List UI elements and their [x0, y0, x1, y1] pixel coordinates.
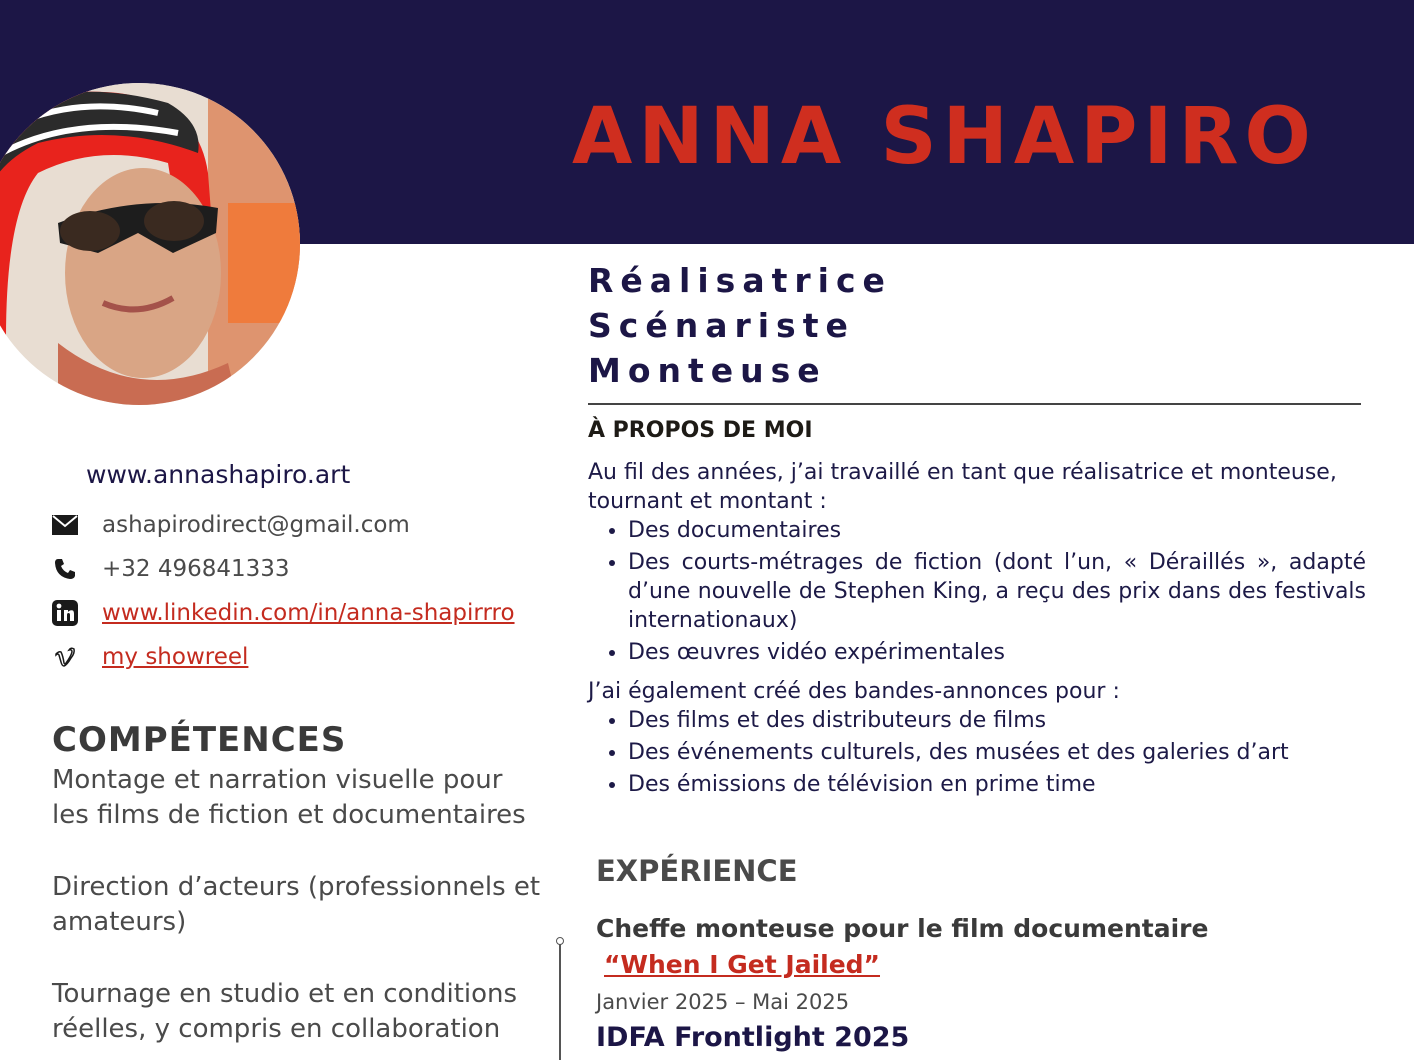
timeline-dot: [556, 937, 564, 945]
skill-item: Tournage en studio et en conditions réelles, y compris en collaboration: [52, 979, 518, 1044]
contact-showreel[interactable]: [52, 642, 248, 672]
experience-title: EXPÉRIENCE: [596, 854, 798, 888]
list-item: • Des événements culturels, des musées et des galeries d’art: [628, 738, 1366, 767]
phone-icon: [52, 556, 78, 582]
experience-role: Cheffe monteuse pour le film documentaire: [596, 914, 1209, 943]
role-screenwriter: Scénariste: [588, 306, 855, 345]
contact-linkedin[interactable]: [52, 598, 515, 628]
experience-film-link[interactable]: “When I Get Jailed”: [604, 950, 880, 979]
vimeo-icon: [52, 644, 78, 670]
role-editor: Monteuse: [588, 351, 827, 390]
about-title: À PROPOS DE MOI: [588, 418, 813, 443]
skill-item: Direction d’acteurs (professionnels et amateurs): [52, 872, 541, 937]
phone-text: +32 496841333: [102, 556, 290, 582]
envelope-icon: [52, 512, 78, 538]
experience-dates: Janvier 2025 – Mai 2025: [596, 990, 850, 1014]
about-section: [588, 458, 1366, 802]
about-intro-2: J’ai également créé des bandes-annonces pour :: [588, 679, 1120, 704]
roles-list: [588, 258, 892, 393]
website-link[interactable]: www.annashapiro.art: [86, 460, 351, 489]
role-director: Réalisatrice: [588, 261, 892, 300]
showreel-link[interactable]: my showreel: [102, 644, 249, 670]
email-text: ashapirodirect@gmail.com: [102, 512, 410, 538]
timeline-line: [559, 942, 561, 1060]
experience-award: IDFA Frontlight 2025: [596, 1022, 910, 1053]
linkedin-link[interactable]: www.linkedin.com/in/anna-shapirrro: [102, 600, 515, 626]
list-item: • Des œuvres vidéo expérimentales: [628, 638, 1366, 667]
person-name: ANNA SHAPIRO: [572, 92, 1317, 182]
section-divider: [588, 403, 1361, 405]
about-list-2: [588, 706, 1366, 799]
skills-title: COMPÉTENCES: [52, 720, 347, 760]
contact-phone[interactable]: [52, 554, 290, 584]
list-item: • Des courts-métrages de fiction (dont l’un, « Déraillés », adapté d’une nouvelle de Stephen King, a reçu des prix dans des festivals internationaux): [628, 548, 1366, 635]
list-item: • Des documentaires: [628, 516, 1366, 545]
about-intro: Au fil des années, j’ai travaillé en tant que réalisatrice et monteuse, tournant et montant :: [588, 460, 1337, 514]
contact-email[interactable]: [52, 510, 410, 540]
linkedin-icon: [52, 600, 78, 626]
skill-item: Montage et narration visuelle pour les films de fiction et documentaires: [52, 765, 526, 830]
list-item: • Des émissions de télévision en prime time: [628, 770, 1366, 799]
about-list-1: [588, 516, 1366, 667]
list-item: • Des films et des distributeurs de films: [628, 706, 1366, 735]
